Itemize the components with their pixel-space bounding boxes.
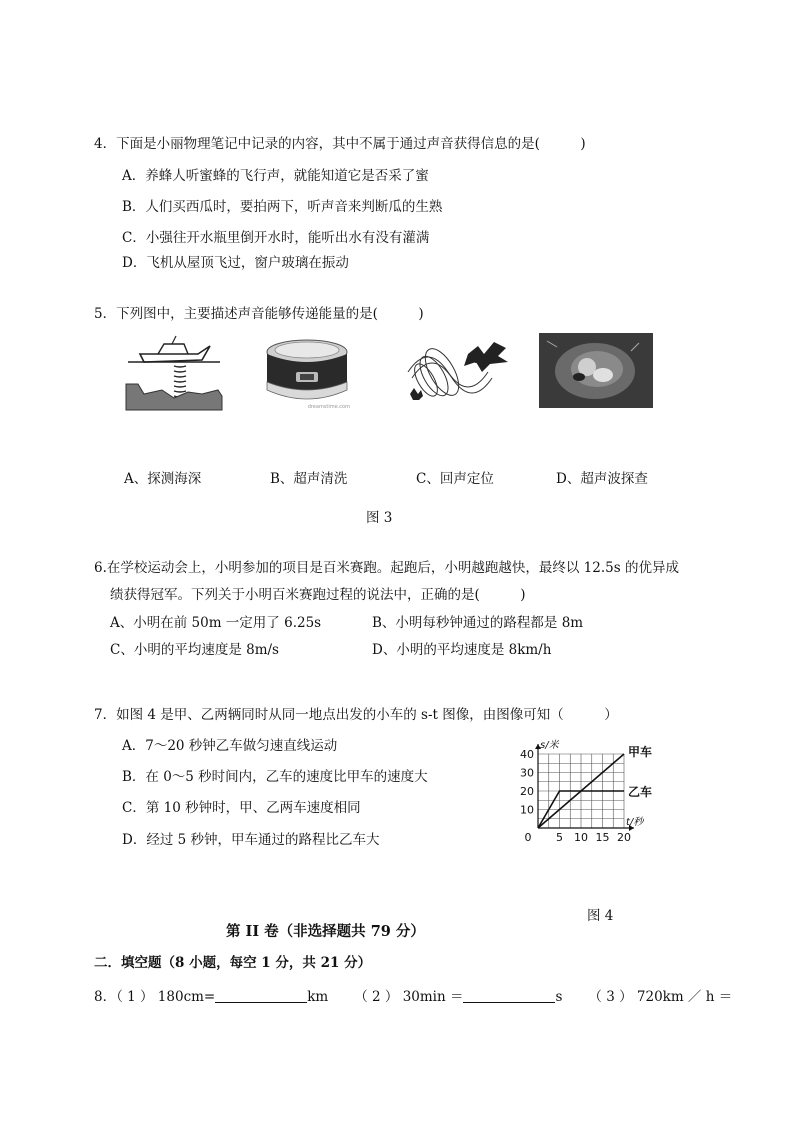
series-label-yi: 乙车 — [628, 785, 653, 799]
caption-c: C、回声定位 — [416, 471, 494, 487]
q7-option-c: C．第 10 秒钟时，甲、乙两车速度相同 — [122, 800, 361, 816]
section-title: 二．填空题（8 小题，每空 1 分，共 21 分） — [94, 955, 372, 971]
q6-stem-line1: 6.在学校运动会上，小明参加的项目是百米赛跑。起跑后，小明越跑越快，最终以 12.5s 的优异成 — [94, 560, 679, 576]
q8-part1: （ 1 ） 180cm= — [116, 989, 216, 1005]
q6-option-c: C、小明的平均速度是 8m/s — [110, 642, 279, 658]
q6-option-b: B、小明每秒钟通过的路程都是 8m — [372, 615, 584, 631]
boat-sonar-icon — [122, 332, 226, 412]
q7-option-d: D．经过 5 秒钟，甲车通过的路程比乙车大 — [122, 832, 380, 848]
x-tick-label: 15 — [595, 831, 610, 844]
figure-4-label: 图 4 — [587, 908, 614, 924]
ultrasonic-cleaner-icon — [262, 332, 352, 412]
q7-stem: 7．如图 4 是甲、乙两辆同时从同一地点出发的小车的 s-t 图像，由图像可知（ ） — [94, 707, 618, 723]
q8-blank-2[interactable] — [463, 988, 555, 1003]
q6-option-d: D、小明的平均速度是 8km/h — [372, 642, 552, 658]
caption-b: B、超声清洗 — [270, 471, 348, 487]
q8-unit1: km — [307, 989, 329, 1005]
q5-stem: 5．下列图中，主要描述声音能够传递能量的是( ) — [94, 306, 424, 322]
x-tick-label: 20 — [617, 831, 631, 844]
x-tick-label: 5 — [556, 831, 563, 844]
q8-part2: （ 2 ） 30min ＝ — [354, 989, 464, 1005]
q7-option-a: A．7～20 秒钟乙车做匀速直线运动 — [122, 738, 338, 754]
st-chart — [512, 736, 662, 848]
image-watermark: dreamstime.com — [307, 404, 350, 410]
q4-stem: 4．下面是小丽物理笔记中记录的内容，其中不属于通过声音获得信息的是( ) — [94, 136, 586, 152]
q4-option-a: A．养蜂人听蜜蜂的飞行声，就能知道它是否采了蜜 — [122, 168, 429, 184]
q7-option-b: B．在 0～5 秒时间内，乙车的速度比甲车的速度大 — [122, 769, 428, 785]
q4-option-b: B．人们买西瓜时，要拍两下，听声音来判断瓜的生熟 — [122, 199, 443, 215]
q4-option-c: C．小强往开水瓶里倒开水时，能听出水有没有灌满 — [122, 230, 430, 246]
q8-unit2: s — [555, 989, 563, 1005]
x-tick-label: 10 — [574, 831, 588, 844]
part2-title: 第 II 卷（非选择题共 79 分） — [226, 923, 425, 940]
y-axis-label: s/米 — [540, 740, 559, 751]
q8-part3: （ 3 ） 720km ／ h ＝ — [588, 989, 733, 1005]
series-label-jia: 甲车 — [628, 745, 653, 759]
q8-blank-1[interactable] — [215, 988, 307, 1003]
q6-option-a: A、小明在前 50m 一定用了 6.25s — [110, 615, 322, 631]
y-tick-label: 10 — [520, 803, 534, 817]
y-tick-label: 20 — [520, 785, 534, 798]
ultrasound-scan-icon — [539, 333, 653, 408]
q8-line — [94, 985, 732, 1005]
q8-number: 8． — [94, 989, 117, 1005]
q4-option-d: D．飞机从屋顶飞过，窗户玻璃在振动 — [122, 255, 349, 271]
y-tick-label: 30 — [520, 766, 534, 780]
x-axis-label: t/秒 — [626, 817, 644, 828]
caption-a: A、探测海深 — [124, 471, 202, 487]
bat-echolocation-icon — [398, 332, 516, 412]
x-tick-label: 0 — [524, 831, 532, 844]
figure-3-label: 图 3 — [366, 510, 393, 526]
q6-stem-line2: 绩获得冠军。下列关于小明百米赛跑过程的说法中，正确的是( ) — [110, 587, 526, 603]
caption-d: D、超声波探查 — [556, 471, 648, 487]
y-tick-label: 40 — [520, 748, 534, 761]
